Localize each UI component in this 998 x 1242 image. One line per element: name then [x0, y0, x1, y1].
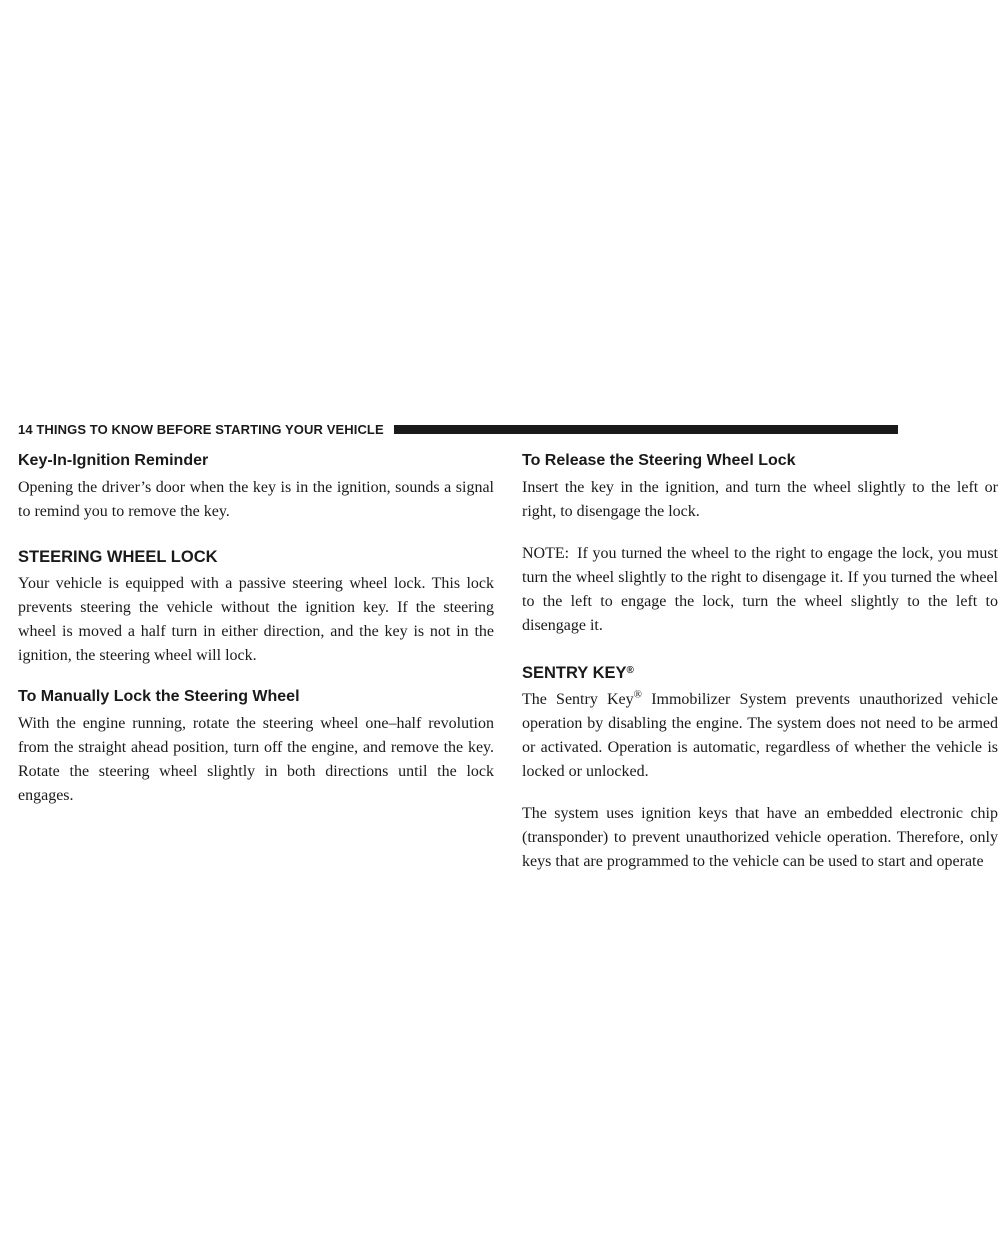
page-header	[18, 418, 898, 440]
right-column	[522, 450, 998, 874]
heading-key-in-ignition-reminder: Key-In-Ignition Reminder	[18, 452, 209, 469]
sentry-key-text-rest: Immobilizer System prevents unauthorized vehicle operation by disabling the engine. The system does not need to be armed or activated. Operation is automatic, regardless of whether the vehicle is locked or unlocked.	[522, 691, 998, 780]
paragraph-steering-wheel-lock: Your vehicle is equipped with a passive steering wheel lock. This lock prevents steering the vehicle without the ignition key. If the steering wheel is moved a half turn in either direction, and the key is not in the ignition, the steering wheel will lock.	[18, 575, 494, 664]
registered-mark-inline: ®	[633, 688, 643, 701]
left-column	[18, 450, 494, 808]
heading-sentry-key	[522, 660, 998, 684]
heading-release-lock: To Release the Steering Wheel Lock	[522, 452, 796, 469]
note-text: If you turned the wheel to the right to engage the lock, you must turn the wheel slightly to the right to disengage it. If you turned the wheel to the left to engage the lock, turn the wheel slightly to the left to disengage it.	[522, 545, 998, 634]
heading-sentry-key-text: SENTRY KEY	[522, 664, 627, 682]
paragraph-sentry-key	[522, 688, 998, 784]
header-rule	[394, 425, 898, 434]
registered-mark: ®	[626, 665, 634, 676]
heading-steering-wheel-lock: STEERING WHEEL LOCK	[18, 548, 218, 566]
page-number-and-chapter-title: 14 THINGS TO KNOW BEFORE STARTING YOUR VEHICLE	[18, 421, 384, 437]
sentry-key-text-start: The Sentry Key	[522, 691, 634, 708]
paragraph-release-lock: Insert the key in the ignition, and turn the wheel slightly to the left or right, to disengage the lock.	[522, 479, 998, 520]
paragraph-manually-lock: With the engine running, rotate the steering wheel one–half revolution from the straight ahead position, turn off the engine, and remove the key. Rotate the steering wheel slightly in both directions until the lock engages.	[18, 715, 494, 804]
note-paragraph	[522, 542, 998, 638]
paragraph-transponder: The system uses ignition keys that have an embedded electronic chip (transponder) to prevent unauthorized vehicle operation. Therefore, only keys that are programmed to the vehicle can be used to start and operate	[522, 805, 998, 870]
note-label: NOTE:	[522, 545, 570, 562]
heading-manually-lock: To Manually Lock the Steering Wheel	[18, 688, 300, 705]
paragraph-key-reminder: Opening the driver’s door when the key is in the ignition, sounds a signal to remind you to remove the key.	[18, 479, 494, 520]
